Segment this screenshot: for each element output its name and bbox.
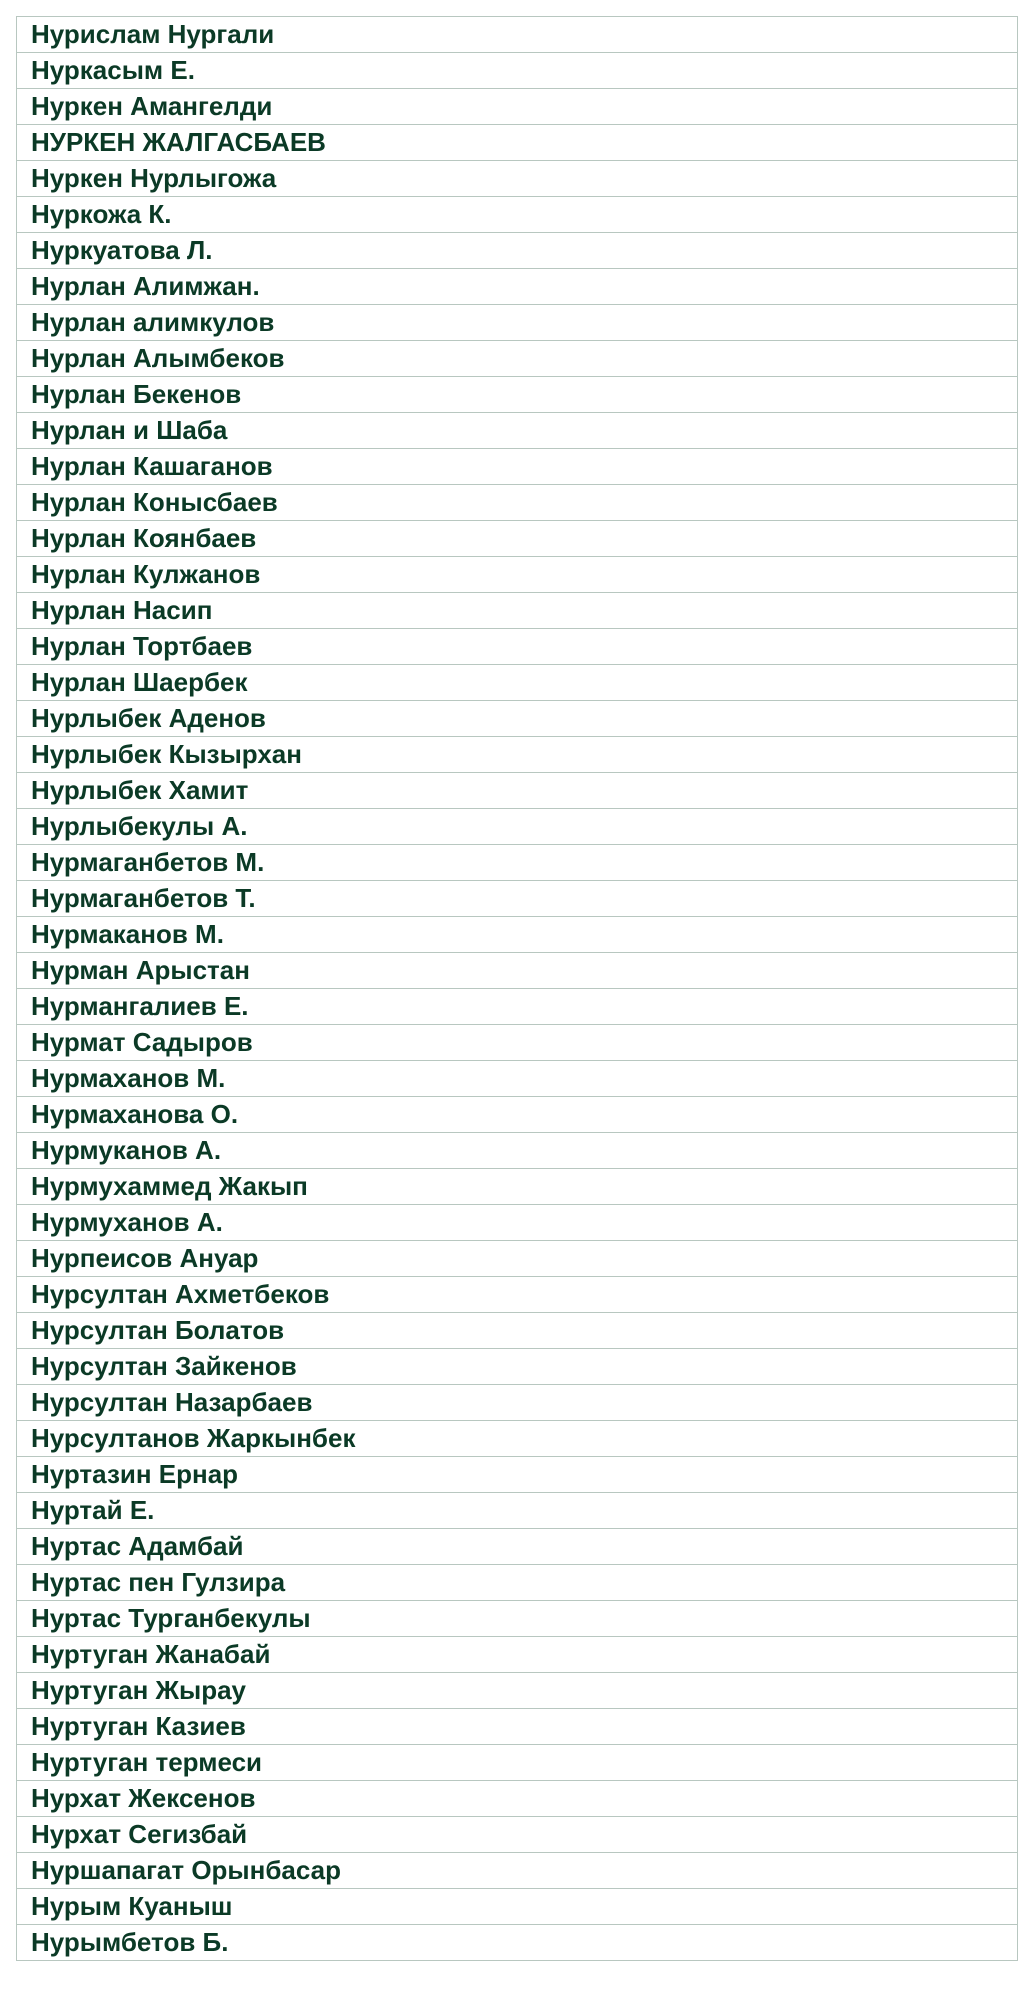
name-cell: Нуркуатова Л. bbox=[17, 233, 1018, 269]
table-row bbox=[17, 629, 1018, 665]
table-row bbox=[17, 1493, 1018, 1529]
table-row bbox=[17, 1601, 1018, 1637]
table-row bbox=[17, 521, 1018, 557]
name-cell: Нуртас Турганбекулы bbox=[17, 1601, 1018, 1637]
table-row bbox=[17, 917, 1018, 953]
name-cell: Нуртас Адамбай bbox=[17, 1529, 1018, 1565]
name-cell: Нурхат Жексенов bbox=[17, 1781, 1018, 1817]
name-cell: Нурлан Шаербек bbox=[17, 665, 1018, 701]
name-cell: Нурлан Алымбеков bbox=[17, 341, 1018, 377]
name-cell: Нурлан Тортбаев bbox=[17, 629, 1018, 665]
table-row bbox=[17, 809, 1018, 845]
name-cell: Нуртазин Ернар bbox=[17, 1457, 1018, 1493]
table-row bbox=[17, 1781, 1018, 1817]
table-row bbox=[17, 1565, 1018, 1601]
table-row bbox=[17, 485, 1018, 521]
name-list-table bbox=[16, 16, 1018, 1961]
table-row bbox=[17, 413, 1018, 449]
name-cell: Нуртас пен Гулзира bbox=[17, 1565, 1018, 1601]
table-row bbox=[17, 449, 1018, 485]
table-row bbox=[17, 1925, 1018, 1961]
name-cell: Нуртуган термеси bbox=[17, 1745, 1018, 1781]
table-row bbox=[17, 557, 1018, 593]
table-row bbox=[17, 1061, 1018, 1097]
table-row bbox=[17, 1529, 1018, 1565]
table-row bbox=[17, 737, 1018, 773]
name-cell: Нурлан Кашаганов bbox=[17, 449, 1018, 485]
table-row bbox=[17, 89, 1018, 125]
name-cell: Нурмуханов А. bbox=[17, 1205, 1018, 1241]
table-row bbox=[17, 1673, 1018, 1709]
table-row bbox=[17, 1025, 1018, 1061]
table-row bbox=[17, 1313, 1018, 1349]
name-cell: Нурлан Бекенов bbox=[17, 377, 1018, 413]
name-cell: Нурпеисов Ануар bbox=[17, 1241, 1018, 1277]
name-cell: Нурлыбек Кызырхан bbox=[17, 737, 1018, 773]
table-row bbox=[17, 197, 1018, 233]
name-cell: Нурман Арыстан bbox=[17, 953, 1018, 989]
name-cell: Нурсултан Болатов bbox=[17, 1313, 1018, 1349]
name-cell: Нурмаханова О. bbox=[17, 1097, 1018, 1133]
table-row bbox=[17, 773, 1018, 809]
name-cell: Нурсултан Зайкенов bbox=[17, 1349, 1018, 1385]
table-row bbox=[17, 1097, 1018, 1133]
table-row bbox=[17, 53, 1018, 89]
name-cell: Нурымбетов Б. bbox=[17, 1925, 1018, 1961]
table-row bbox=[17, 1277, 1018, 1313]
name-cell: Нурлан Алимжан. bbox=[17, 269, 1018, 305]
name-cell: Нурсултан Назарбаев bbox=[17, 1385, 1018, 1421]
table-row bbox=[17, 1817, 1018, 1853]
table-row bbox=[17, 1349, 1018, 1385]
table-row bbox=[17, 17, 1018, 53]
table-row bbox=[17, 305, 1018, 341]
table-row bbox=[17, 989, 1018, 1025]
name-cell: Нурмаганбетов Т. bbox=[17, 881, 1018, 917]
name-cell: Нурлан Насип bbox=[17, 593, 1018, 629]
table-row bbox=[17, 953, 1018, 989]
name-cell: Нуркен Нурлыгожа bbox=[17, 161, 1018, 197]
name-cell: Нурсултанов Жаркынбек bbox=[17, 1421, 1018, 1457]
table-row bbox=[17, 1421, 1018, 1457]
name-list-body bbox=[17, 17, 1018, 1961]
name-cell: Нурлыбек Аденов bbox=[17, 701, 1018, 737]
table-row bbox=[17, 701, 1018, 737]
name-cell: Нурлан Кулжанов bbox=[17, 557, 1018, 593]
name-cell: Нурмуканов А. bbox=[17, 1133, 1018, 1169]
name-cell: Нурхат Сегизбай bbox=[17, 1817, 1018, 1853]
table-row bbox=[17, 881, 1018, 917]
table-row bbox=[17, 341, 1018, 377]
table-row bbox=[17, 1385, 1018, 1421]
name-cell: Нурым Куаныш bbox=[17, 1889, 1018, 1925]
table-row bbox=[17, 161, 1018, 197]
table-row bbox=[17, 1709, 1018, 1745]
table-row bbox=[17, 1457, 1018, 1493]
table-row bbox=[17, 1853, 1018, 1889]
table-row bbox=[17, 1205, 1018, 1241]
table-row bbox=[17, 1745, 1018, 1781]
name-cell: Нуршапагат Орынбасар bbox=[17, 1853, 1018, 1889]
name-cell: Нурлан Коянбаев bbox=[17, 521, 1018, 557]
name-cell: Нуркожа К. bbox=[17, 197, 1018, 233]
name-cell: Нурмухаммед Жакып bbox=[17, 1169, 1018, 1205]
name-cell: Нуркен Амангелди bbox=[17, 89, 1018, 125]
name-cell: Нурлыбекулы А. bbox=[17, 809, 1018, 845]
name-cell: Нурлан и Шаба bbox=[17, 413, 1018, 449]
name-cell: Нуртай Е. bbox=[17, 1493, 1018, 1529]
name-cell: Нурмаканов М. bbox=[17, 917, 1018, 953]
table-row bbox=[17, 377, 1018, 413]
name-cell: Нурмат Садыров bbox=[17, 1025, 1018, 1061]
name-cell: Нурмаханов М. bbox=[17, 1061, 1018, 1097]
name-cell: Нурмаганбетов М. bbox=[17, 845, 1018, 881]
name-cell: Нуртуган Жырау bbox=[17, 1673, 1018, 1709]
name-cell: Нуркасым Е. bbox=[17, 53, 1018, 89]
table-row bbox=[17, 1637, 1018, 1673]
table-row bbox=[17, 125, 1018, 161]
name-cell: Нуртуган Казиев bbox=[17, 1709, 1018, 1745]
name-cell: Нурсултан Ахметбеков bbox=[17, 1277, 1018, 1313]
table-row bbox=[17, 1133, 1018, 1169]
table-row bbox=[17, 269, 1018, 305]
name-cell: Нуртуган Жанабай bbox=[17, 1637, 1018, 1673]
table-row bbox=[17, 1241, 1018, 1277]
name-cell: Нурлан Конысбаев bbox=[17, 485, 1018, 521]
name-cell: НУРКЕН ЖАЛГАСБАЕВ bbox=[17, 125, 1018, 161]
table-row bbox=[17, 845, 1018, 881]
name-cell: Нурислам Нургали bbox=[17, 17, 1018, 53]
table-row bbox=[17, 1889, 1018, 1925]
table-row bbox=[17, 233, 1018, 269]
name-cell: Нурмангалиев Е. bbox=[17, 989, 1018, 1025]
name-cell: Нурлан алимкулов bbox=[17, 305, 1018, 341]
table-row bbox=[17, 1169, 1018, 1205]
table-row bbox=[17, 593, 1018, 629]
name-cell: Нурлыбек Хамит bbox=[17, 773, 1018, 809]
table-row bbox=[17, 665, 1018, 701]
